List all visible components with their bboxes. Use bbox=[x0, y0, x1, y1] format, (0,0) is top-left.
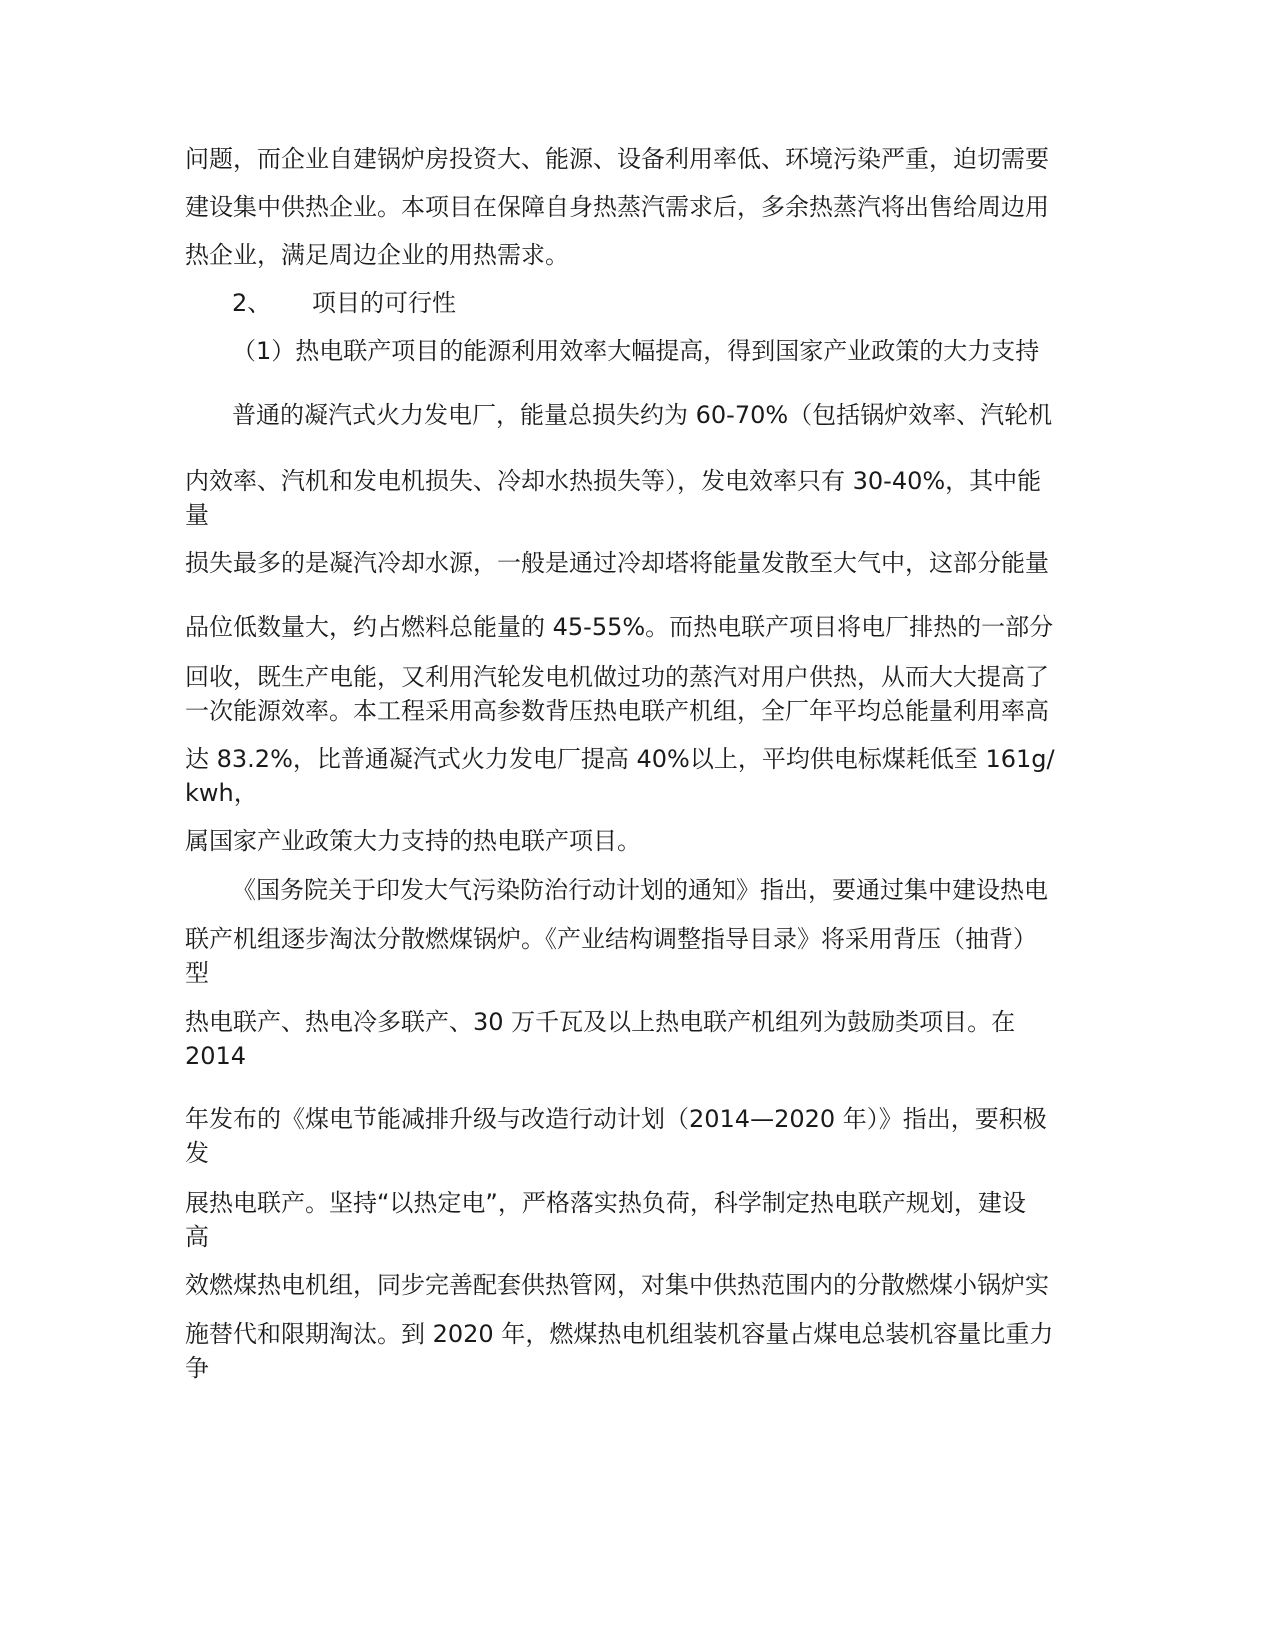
text-line: 高 bbox=[185, 1223, 209, 1251]
text-line: 一次能源效率。本工程采用高参数背压热电联产机组，全厂年平均总能量利用率高 bbox=[185, 697, 1049, 725]
text-line: 损失最多的是凝汽冷却水源，一般是通过冷却塔将能量发散至大气中，这部分能量 bbox=[185, 549, 1049, 577]
text-line: 效燃煤热电机组，同步完善配套供热管网，对集中供热范围内的分散燃煤小锅炉实 bbox=[185, 1271, 1049, 1299]
text-line: 年发布的《煤电节能减排升级与改造行动计划（2014—2020 年）》指出，要积极 bbox=[185, 1105, 1047, 1133]
text-line: 热企业，满足周边企业的用热需求。 bbox=[185, 241, 569, 269]
text-line: 建设集中供热企业。本项目在保障自身热蒸汽需求后，多余热蒸汽将出售给周边用 bbox=[185, 193, 1049, 221]
section-heading bbox=[232, 286, 1142, 320]
text-line: 型 bbox=[185, 959, 209, 987]
text-line: 达 83.2%，比普通凝汽式火力发电厂提高 40%以上，平均供电标煤耗低至 161g/ bbox=[185, 745, 1055, 773]
text-line: 联产机组逐步淘汰分散燃煤锅炉。《产业结构调整指导目录》将采用背压（抽背） bbox=[185, 925, 1037, 953]
text-line: kwh， bbox=[185, 779, 258, 807]
text-line: 属国家产业政策大力支持的热电联产项目。 bbox=[185, 827, 641, 855]
subsection-heading: （1）热电联产项目的能源利用效率大幅提高，得到国家产业政策的大力支持 bbox=[232, 337, 1040, 365]
text-line: 《国务院关于印发大气污染防治行动计划的通知》指出，要通过集中建设热电 bbox=[232, 876, 1048, 904]
text-line: 展热电联产。坚持“以热定电”，严格落实热负荷，科学制定热电联产规划，建设 bbox=[185, 1189, 1026, 1217]
text-line: 施替代和限期淘汰。到 2020 年，燃煤热电机组装机容量占煤电总装机容量比重力 bbox=[185, 1320, 1054, 1348]
text-line: 普通的凝汽式火力发电厂，能量总损失约为 60-70%（包括锅炉效率、汽轮机 bbox=[232, 401, 1053, 429]
section-title: 项目的可行性 bbox=[312, 289, 456, 317]
text-line: 争 bbox=[185, 1354, 209, 1382]
text-line: 热电联产、热电冷多联产、30 万千瓦及以上热电联产机组列为鼓励类项目。在 bbox=[185, 1008, 1016, 1036]
text-line: 回收，既生产电能，又利用汽轮发电机做过功的蒸汽对用户供热，从而大大提高了 bbox=[185, 663, 1049, 691]
text-line: 品位低数量大，约占燃料总能量的 45-55%。而热电联产项目将电厂排热的一部分 bbox=[185, 613, 1054, 641]
text-line: 量 bbox=[185, 501, 209, 529]
text-line: 发 bbox=[185, 1139, 209, 1167]
text-line: 2014 bbox=[185, 1042, 247, 1070]
text-line: 内效率、汽机和发电机损失、冷却水热损失等），发电效率只有 30-40%，其中能 bbox=[185, 467, 1042, 495]
section-number: 2、 bbox=[232, 289, 272, 317]
text-line: 问题，而企业自建锅炉房投资大、能源、设备利用率低、环境污染严重，迫切需要 bbox=[185, 145, 1049, 173]
